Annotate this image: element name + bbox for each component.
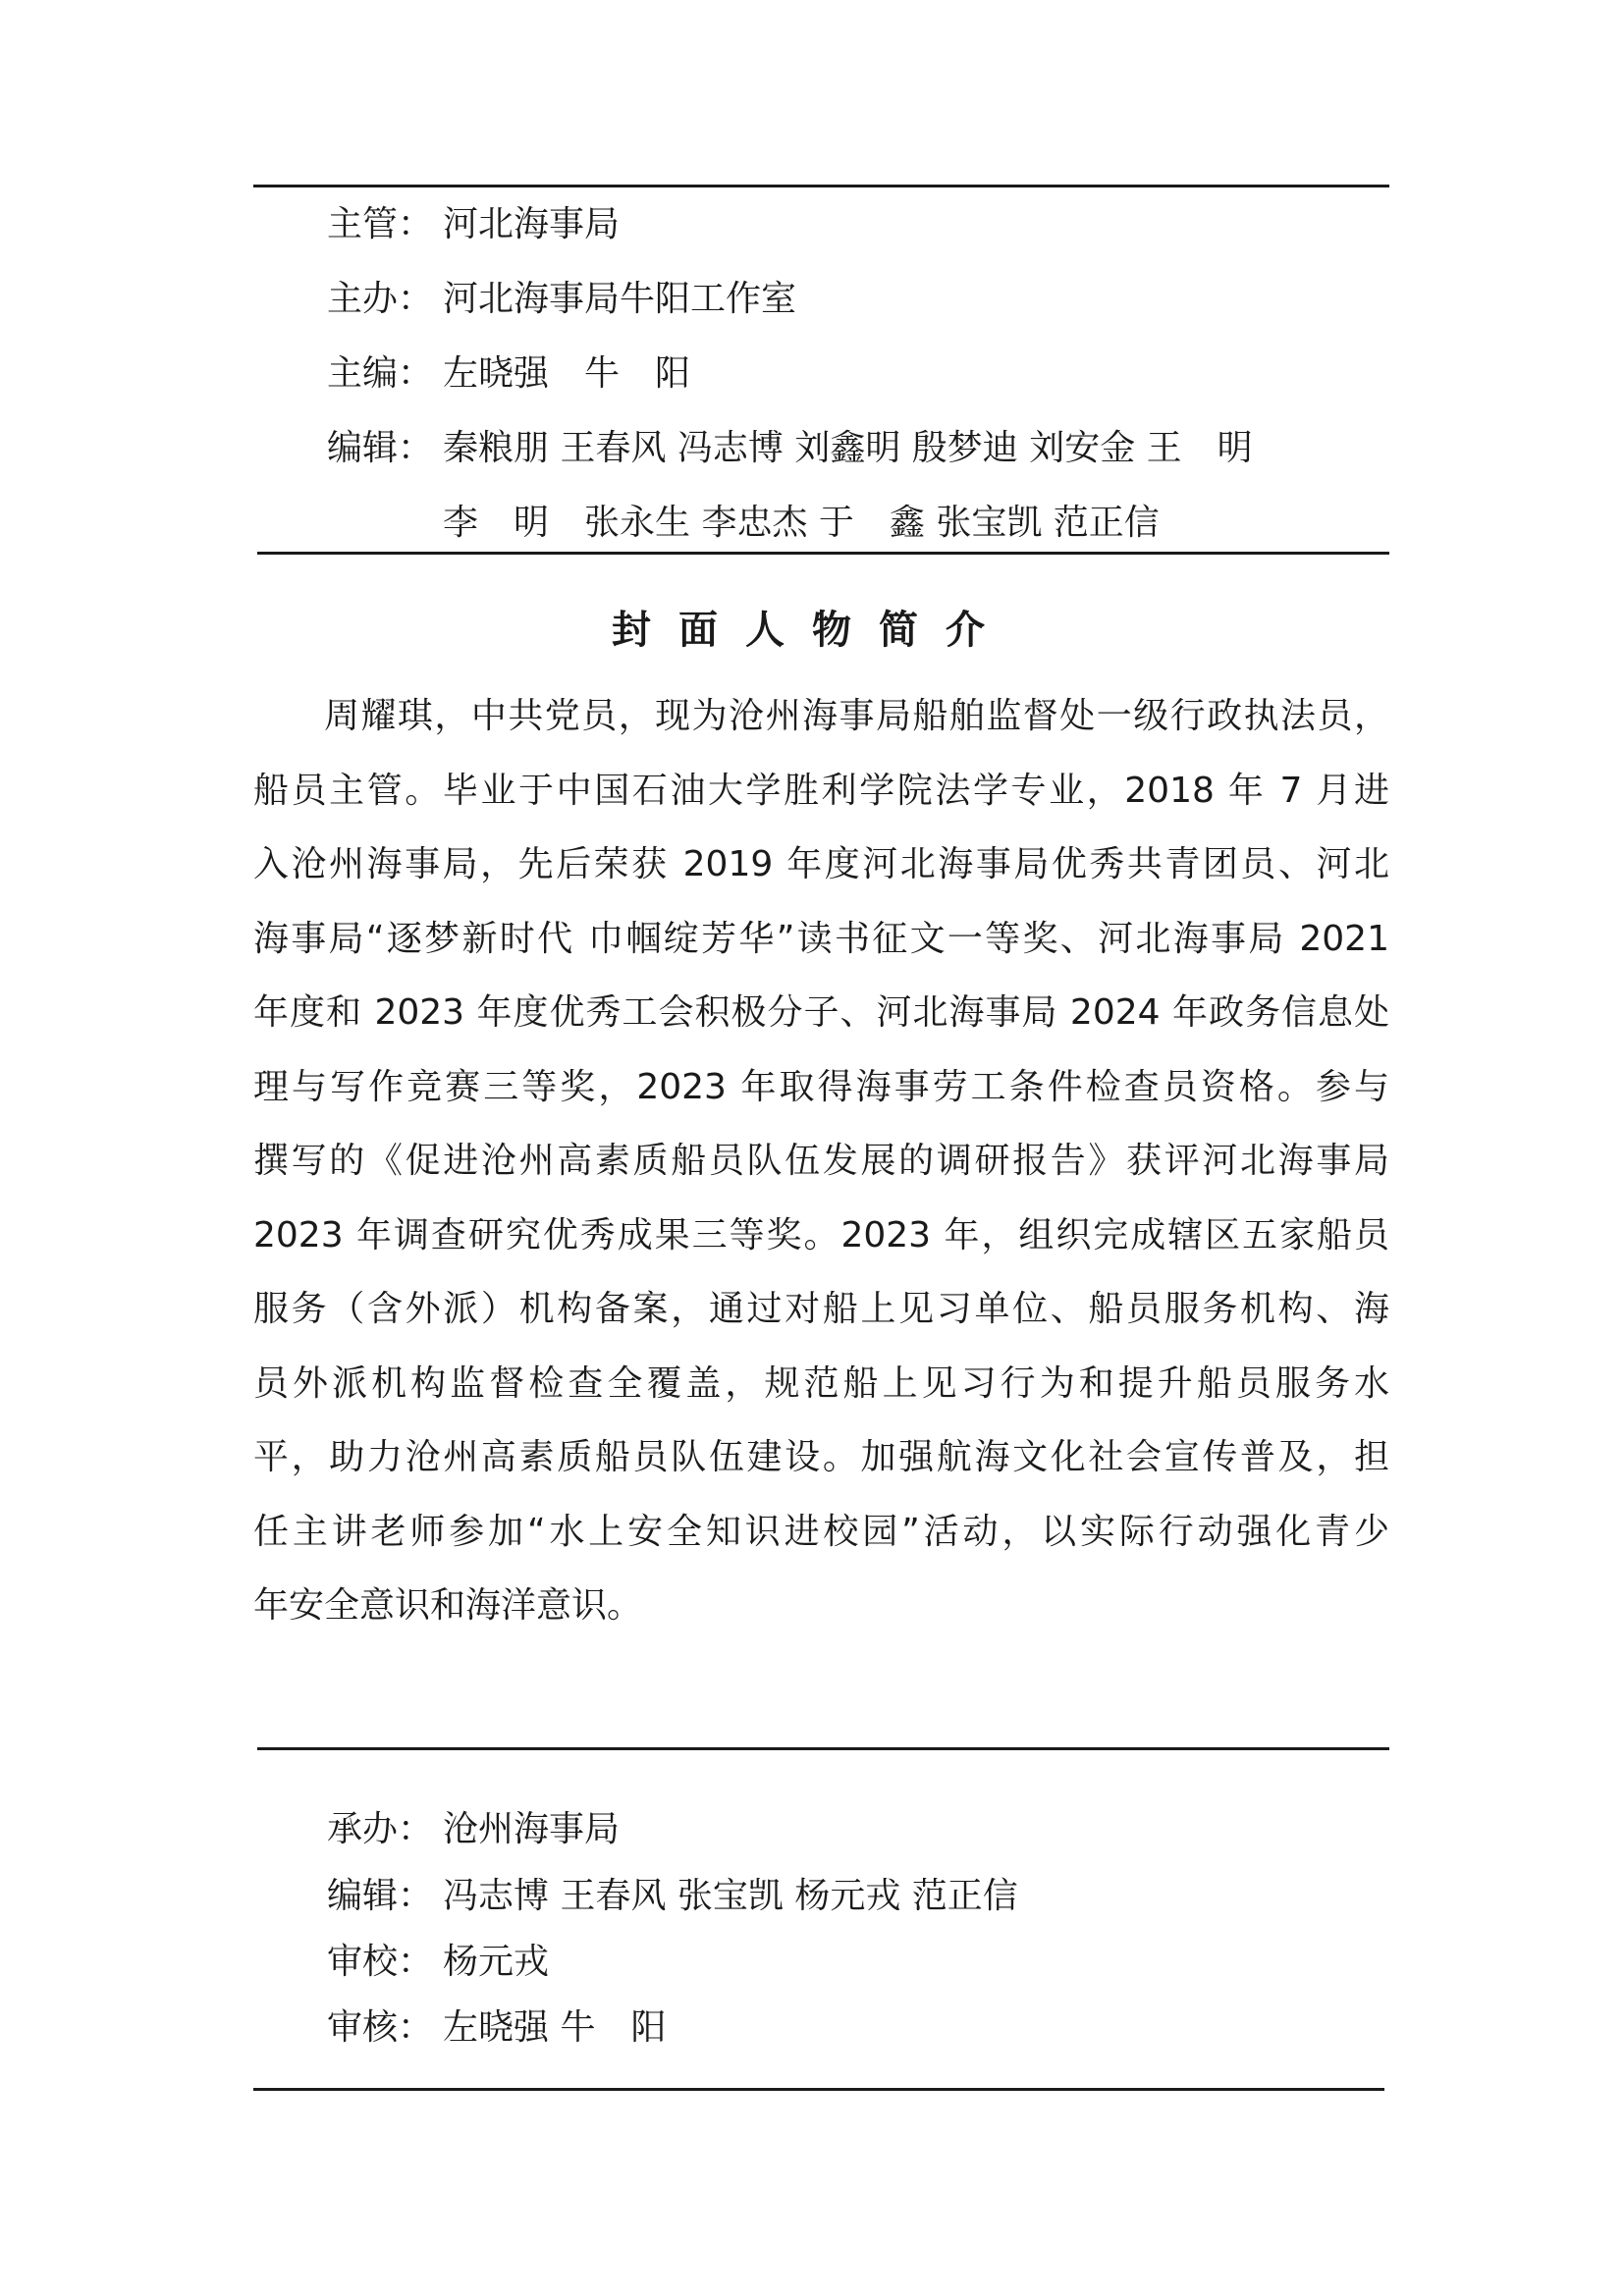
organizer-label: 承办： (327, 1809, 434, 1849)
chief-editor-line (327, 353, 691, 394)
editors-line-1 (327, 428, 1253, 468)
footer-editors-label: 编辑： (327, 1876, 434, 1916)
chief-editor-label: 主编： (327, 353, 434, 394)
profile-line: 服务（含外派）机构备案，通过对船上见习单位、船员服务机构、海 (253, 1289, 1389, 1329)
editors-label: 编辑： (327, 428, 434, 468)
sponsor-label: 主办： (327, 279, 434, 319)
proofreader-line (327, 1942, 550, 1982)
profile-line: 任主讲老师参加“水上安全知识进校园”活动，以实际行动强化青少 (253, 1511, 1389, 1552)
profile-title: 封面人物简介 (612, 608, 1012, 653)
header-bottom-rule (257, 552, 1389, 555)
proofreader-value: 杨元戎 (443, 1942, 550, 1982)
reviewer-value: 左晓强 牛 阳 (443, 2007, 667, 2048)
supervisor-value: 河北海事局 (443, 204, 621, 244)
editors-line-2 (443, 503, 1160, 543)
header-top-rule (253, 185, 1389, 187)
profile-line: 理与写作竞赛三等奖，2023 年取得海事劳工条件检查员资格。参与 (253, 1066, 1389, 1107)
profile-line: 撰写的《促进沧州高素质船员队伍发展的调研报告》获评河北海事局 (253, 1141, 1389, 1181)
footer-bottom-rule (253, 2088, 1384, 2091)
profile-line: 年安全意识和海洋意识。 (253, 1585, 643, 1626)
profile-line: 员外派机构监督检查全覆盖，规范船上见习行为和提升船员服务水 (253, 1362, 1389, 1404)
profile-line: 周耀琪，中共党员，现为沧州海事局船舶监督处一级行政执法员， (324, 696, 1389, 736)
sponsor-value: 河北海事局牛阳工作室 (443, 279, 797, 319)
organizer-line (327, 1809, 621, 1849)
editors-value-2: 李 明 张永生 李忠杰 于 鑫 张宝凯 范正信 (443, 503, 1160, 543)
profile-line: 年度和 2023 年度优秀工会积极分子、河北海事局 2024 年政务信息处 (253, 992, 1389, 1033)
reviewer-line (327, 2007, 667, 2048)
footer-top-rule (257, 1747, 1389, 1750)
supervisor-line (327, 204, 621, 244)
profile-line: 入沧州海事局，先后荣获 2019 年度河北海事局优秀共青团员、河北 (253, 844, 1389, 884)
footer-editors-line (327, 1876, 1018, 1916)
profile-line: 海事局“逐梦新时代 巾帼绽芳华”读书征文一等奖、河北海事局 2021 (253, 918, 1389, 959)
profile-line: 船员主管。毕业于中国石油大学胜利学院法学专业，2018 年 7 月进 (253, 770, 1389, 811)
chief-editor-value: 左晓强 牛 阳 (443, 353, 691, 394)
profile-line: 平，助力沧州高素质船员队伍建设。加强航海文化社会宣传普及，担 (253, 1437, 1389, 1477)
proofreader-label: 审校： (327, 1942, 434, 1982)
profile-line: 2023 年调查研究优秀成果三等奖。2023 年，组织完成辖区五家船员 (253, 1214, 1389, 1255)
sponsor-line (327, 279, 797, 319)
footer-editors-value: 冯志博 王春风 张宝凯 杨元戎 范正信 (443, 1876, 1018, 1916)
supervisor-label: 主管： (327, 204, 434, 244)
editors-value-1: 秦粮朋 王春风 冯志博 刘鑫明 殷梦迪 刘安金 王 明 (443, 428, 1253, 468)
reviewer-label: 审核： (327, 2007, 434, 2048)
profile-paragraph (253, 679, 1389, 1643)
organizer-value: 沧州海事局 (443, 1809, 621, 1849)
